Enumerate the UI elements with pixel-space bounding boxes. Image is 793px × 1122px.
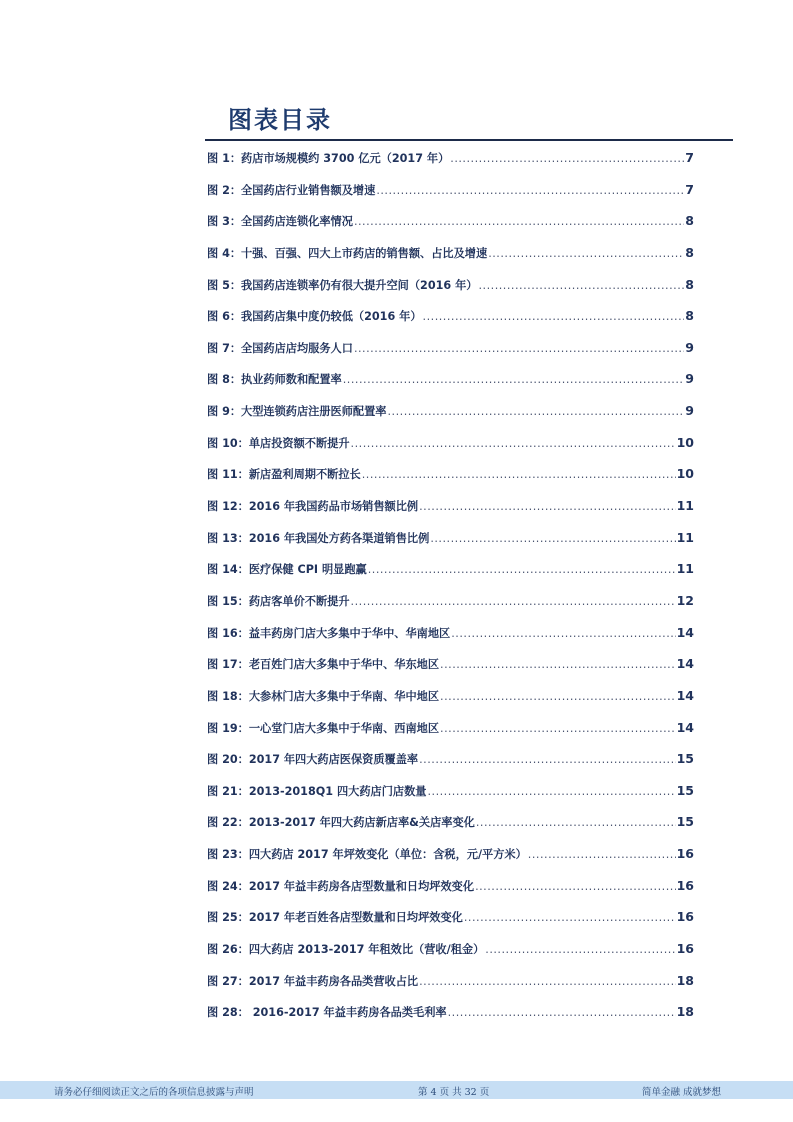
toc-entry-label: 图 4：十强、百强、四大上市药店的销售额、占比及增速	[207, 246, 488, 260]
dot-leader	[427, 785, 675, 798]
toc-entry[interactable]	[207, 182, 694, 214]
dot-leader	[478, 279, 684, 292]
toc-entry-page: 16	[676, 941, 694, 957]
toc-entry-label: 图 24：2017 年益丰药房各店型数量和日均坪效变化	[207, 879, 475, 893]
toc-entry[interactable]	[207, 277, 694, 309]
dot-leader	[476, 816, 676, 829]
toc-entry-label: 图 20：2017 年四大药店医保资质覆盖率	[207, 753, 419, 767]
dot-leader	[440, 722, 676, 735]
toc-entry-label: 图 7：全国药店店均服务人口	[207, 341, 353, 355]
toc-entry[interactable]	[207, 435, 694, 467]
dot-leader	[351, 595, 676, 608]
footer-disclaimer: 请务必仔细阅读正文之后的各项信息披露与声明	[54, 1087, 254, 1098]
dot-leader	[368, 563, 676, 576]
toc-entry-label: 图 28： 2016-2017 年益丰药房各品类毛利率	[207, 1006, 447, 1020]
toc-entry-page: 7	[685, 150, 694, 165]
toc-entry-label: 图 21：2013-2018Q1 四大药店门店数量	[207, 784, 427, 798]
toc-entry-page: 16	[676, 909, 694, 925]
toc-entry-page: 8	[685, 276, 694, 292]
toc-entry[interactable]	[207, 593, 694, 625]
toc-entry-page: 14	[676, 624, 694, 640]
toc-entry-page: 9	[685, 403, 694, 419]
toc-entry-page: 8	[685, 308, 694, 324]
toc-entry-page: 8	[685, 244, 694, 260]
toc-entry-page: 9	[685, 339, 694, 355]
toc-entry[interactable]	[207, 371, 694, 403]
toc-entry-page: 12	[676, 592, 694, 608]
dot-leader	[362, 468, 676, 481]
toc-entry-label: 图 1：药店市场规模约 3700 亿元（2017 年）	[207, 152, 450, 165]
title-divider	[205, 139, 733, 141]
toc-entry-label: 图 26：四大药店 2013-2017 年租效比（营收/租金）	[207, 943, 485, 957]
toc-entry-label: 图 2：全国药店行业销售额及增速	[207, 183, 376, 197]
toc-entry-label: 图 8：执业药师数和配置率	[207, 373, 342, 387]
toc-entry-page: 9	[685, 371, 694, 387]
toc-entry[interactable]	[207, 340, 694, 372]
dot-leader	[440, 690, 676, 703]
footer-bar	[0, 1081, 793, 1099]
toc-entry-page: 14	[676, 719, 694, 735]
toc-entry[interactable]	[207, 656, 694, 688]
toc-entry-page: 18	[676, 1004, 694, 1020]
toc-entry-label: 图 19：一心堂门店大多集中于华南、西南地区	[207, 721, 440, 735]
toc-entry-label: 图 6：我国药店集中度仍较低（2016 年）	[207, 310, 422, 324]
dot-leader	[528, 848, 676, 861]
toc-entry[interactable]	[207, 530, 694, 562]
toc-entry-label: 图 15：药店客单价不断提升	[207, 594, 350, 608]
dot-leader	[451, 627, 675, 640]
toc-entry[interactable]	[207, 561, 694, 593]
toc-entry-page: 14	[676, 687, 694, 703]
toc-entry-page: 14	[676, 656, 694, 672]
toc-entry-label: 图 11：新店盈利周期不断拉长	[207, 468, 361, 482]
dot-leader	[354, 342, 684, 355]
toc-entry[interactable]	[207, 941, 694, 973]
dot-leader	[388, 405, 685, 418]
footer-slogan: 简单金融 成就梦想	[642, 1087, 722, 1098]
dot-leader	[419, 753, 675, 766]
toc-entry[interactable]	[207, 625, 694, 657]
toc-entry[interactable]	[207, 783, 694, 815]
dot-leader	[485, 943, 675, 956]
toc-entry-page: 16	[676, 877, 694, 893]
toc-entry-page: 16	[676, 846, 694, 862]
toc-entry-label: 图 17：老百姓门店大多集中于华中、华东地区	[207, 658, 440, 672]
toc-entry-page: 11	[676, 561, 694, 577]
toc-entry-page: 8	[685, 213, 694, 229]
toc-entry[interactable]	[207, 751, 694, 783]
toc-entry[interactable]	[207, 846, 694, 878]
dot-leader	[440, 658, 676, 671]
toc-entry[interactable]	[207, 213, 694, 245]
toc-entry-label: 图 5：我国药店连锁率仍有很大提升空间（2016 年）	[207, 278, 478, 292]
page-title: 图表目录	[228, 105, 332, 134]
dot-leader	[450, 152, 684, 165]
toc-entry-label: 图 25：2017 年老百姓各店型数量和日均坪效变化	[207, 911, 463, 925]
dot-leader	[354, 215, 684, 228]
toc-entry-page: 11	[676, 498, 694, 514]
toc-entry-label: 图 22：2013-2017 年四大药店新店率&关店率变化	[207, 816, 475, 830]
dot-leader	[343, 373, 685, 386]
toc-entry[interactable]	[207, 814, 694, 846]
toc-entry-page: 18	[676, 972, 694, 988]
toc-entry-page: 11	[676, 529, 694, 545]
toc-entry[interactable]	[207, 973, 694, 1005]
toc-entry-label: 图 9：大型连锁药店注册医师配置率	[207, 405, 387, 419]
dot-leader	[376, 184, 684, 197]
dot-leader	[475, 880, 676, 893]
toc-entry[interactable]	[207, 403, 694, 435]
toc-entry[interactable]	[207, 720, 694, 752]
toc-entry[interactable]	[207, 909, 694, 941]
toc-entry-label: 图 13：2016 年我国处方药各渠道销售比例	[207, 531, 430, 545]
toc-entry-label: 图 3：全国药店连锁化率情况	[207, 215, 353, 229]
toc-entry-page: 15	[676, 782, 694, 798]
dot-leader	[351, 437, 676, 450]
toc-entry-page: 10	[676, 466, 694, 482]
toc-entry-label: 图 16：益丰药房门店大多集中于华中、华南地区	[207, 626, 451, 640]
toc-entry-label: 图 10：单店投资额不断提升	[207, 436, 350, 450]
toc-entry[interactable]	[207, 466, 694, 498]
dot-leader	[488, 247, 684, 260]
toc-entry-page: 15	[676, 814, 694, 830]
footer-page-number: 第 4 页 共 32 页	[418, 1087, 490, 1098]
toc-entry-page: 7	[685, 181, 694, 197]
toc-entry-label: 图 18：大参林门店大多集中于华南、华中地区	[207, 689, 440, 703]
toc-entry-label: 图 12：2016 年我国药品市场销售额比例	[207, 500, 419, 514]
toc-entry-label: 图 14：医疗保健 CPI 明显跑赢	[207, 563, 367, 577]
toc-entry[interactable]	[207, 1004, 694, 1036]
toc-entry[interactable]	[207, 245, 694, 277]
toc-entry[interactable]	[207, 878, 694, 910]
toc-entry[interactable]	[207, 308, 694, 340]
dot-leader	[464, 911, 676, 924]
figure-list	[207, 150, 694, 1036]
toc-entry[interactable]	[207, 498, 694, 530]
dot-leader	[419, 975, 675, 988]
dot-leader	[419, 500, 675, 513]
toc-entry-label: 图 23：四大药店 2017 年坪效变化（单位：含税，元/平方米）	[207, 848, 527, 862]
toc-entry-label: 图 27：2017 年益丰药房各品类营收占比	[207, 974, 419, 988]
toc-entry[interactable]	[207, 150, 694, 182]
toc-entry-page: 10	[676, 434, 694, 450]
toc-entry[interactable]	[207, 688, 694, 720]
toc-entry-page: 15	[676, 751, 694, 767]
dot-leader	[423, 310, 685, 323]
dot-leader	[448, 1006, 676, 1019]
dot-leader	[430, 532, 675, 545]
